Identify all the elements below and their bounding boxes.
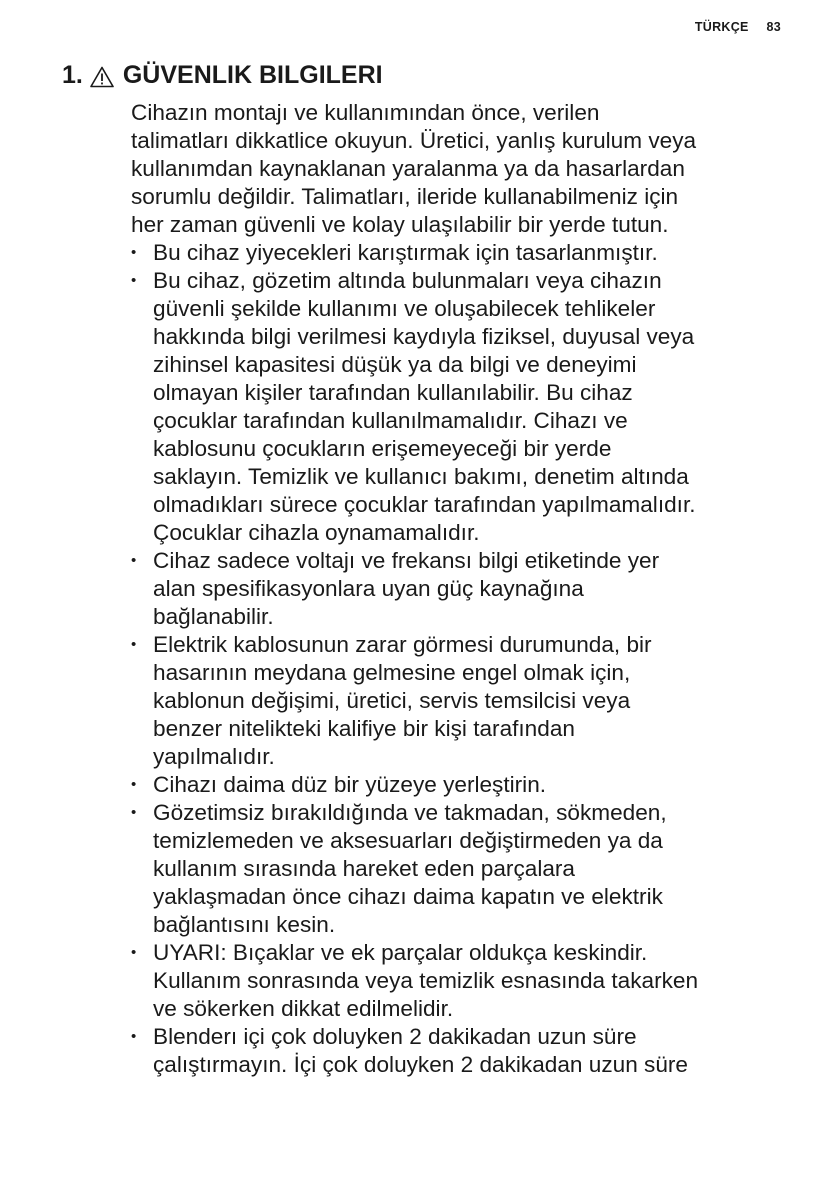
list-item <box>131 547 796 631</box>
list-item-line: saklayın. Temizlik ve kullanıcı bakımı, denetim altında <box>153 464 689 489</box>
list-item-line: Bu cihaz yiyecekleri karıştırmak için tasarlanmıştır. <box>153 240 658 265</box>
intro-line: talimatları dikkatlice okuyun. Üretici, yanlış kurulum veya <box>131 128 697 153</box>
section-title-text: GÜVENLIK BILGILERI <box>122 61 383 89</box>
safety-bullet-list <box>131 239 796 1079</box>
list-item-line: yaklaşmadan önce cihazı daima kapatın ve elektrik <box>153 884 663 909</box>
list-item-line: olmayan kişiler tarafından kullanılabilir. Bu cihaz <box>153 380 633 405</box>
list-item-line: çocuklar tarafından kullanılmamalıdır. Cihazı ve <box>153 408 628 433</box>
intro-line: Cihazın montajı ve kullanımından önce, verilen <box>131 100 600 125</box>
list-item-line: hakkında bilgi verilmesi kaydıyla fiziksel, duyusal veya <box>153 324 695 349</box>
bullet-dot: • <box>131 244 137 261</box>
bullet-dot: • <box>131 272 137 289</box>
list-item-line: kablonun değişimi, üretici, servis temsilcisi veya <box>153 688 631 713</box>
list-item-line: Elektrik kablosunun zarar görmesi durumunda, bir <box>153 632 652 657</box>
bullet-dot: • <box>131 636 137 653</box>
list-item-line: Bu cihaz, gözetim altında bulunmaları veya cihazın <box>153 268 662 293</box>
list-item <box>131 239 796 267</box>
bullet-dot: • <box>131 776 137 793</box>
list-item-line: bağlantısını kesin. <box>153 912 336 937</box>
bullet-dot: • <box>131 804 137 821</box>
intro-line: her zaman güvenli ve kolay ulaşılabilir bir yerde tutun. <box>131 212 669 237</box>
safety-content <box>131 99 796 1079</box>
list-item-line: bağlanabilir. <box>153 604 274 629</box>
page-header <box>695 20 781 34</box>
list-item <box>131 267 796 547</box>
list-item <box>131 799 796 939</box>
list-item <box>131 939 796 1023</box>
intro-line: sorumlu değildir. Talimatları, ileride kullanabilmeniz için <box>131 184 679 209</box>
list-item-line: güvenli şekilde kullanımı ve oluşabilecek tehlikeler <box>153 296 656 321</box>
list-item-line: alan spesifikasyonlara uyan güç kaynağına <box>153 576 584 601</box>
list-item-line: Cihazı daima düz bir yüzeye yerleştirin. <box>153 772 547 797</box>
list-item-line: Gözetimsiz bırakıldığında ve takmadan, sökmeden, <box>153 800 667 825</box>
list-item-line: UYARI: Bıçaklar ve ek parçalar oldukça keskindir. <box>153 940 648 965</box>
list-item-line: Kullanım sonrasında veya temizlik esnasında takarken <box>153 968 699 993</box>
section-number: 1. <box>62 61 83 89</box>
list-item <box>131 1023 796 1079</box>
list-item-line: yapılmalıdır. <box>153 744 275 769</box>
list-item-line: temizlemeden ve aksesuarları değiştirmeden ya da <box>153 828 663 853</box>
warning-triangle-icon <box>90 63 114 85</box>
list-item-line: çalıştırmayın. İçi çok doluyken 2 dakikadan uzun süre <box>153 1052 688 1077</box>
list-item-line: kablosunu çocukların erişemeyeceği bir yerde <box>153 436 612 461</box>
section-title <box>62 58 383 92</box>
list-item-line: ve sökerken dikkat edilmelidir. <box>153 996 454 1021</box>
list-item-line: olmadıkları sürece çocuklar tarafından yapılmamalıdır. <box>153 492 696 517</box>
list-item-line: benzer nitelikteki kalifiye bir kişi tarafından <box>153 716 575 741</box>
list-item-line: zihinsel kapasitesi düşük ya da bilgi ve deneyimi <box>153 352 637 377</box>
list-item-line: hasarının meydana gelmesine engel olmak için, <box>153 660 631 685</box>
list-item-line: kullanım sırasında hareket eden parçalara <box>153 856 575 881</box>
list-item <box>131 631 796 771</box>
bullet-dot: • <box>131 552 137 569</box>
intro-paragraph <box>131 99 796 239</box>
bullet-dot: • <box>131 1028 137 1045</box>
page-number: 83 <box>766 20 781 34</box>
bullet-dot: • <box>131 944 137 961</box>
list-item <box>131 771 796 799</box>
intro-line: kullanımdan kaynaklanan yaralanma ya da hasarlardan <box>131 156 685 181</box>
list-item-line: Cihaz sadece voltajı ve frekansı bilgi etiketinde yer <box>153 548 660 573</box>
list-item-line: Blenderı içi çok doluyken 2 dakikadan uzun süre <box>153 1024 637 1049</box>
list-item-line: Çocuklar cihazla oynamamalıdır. <box>153 520 480 545</box>
header-language: TÜRKÇE <box>694 20 749 34</box>
